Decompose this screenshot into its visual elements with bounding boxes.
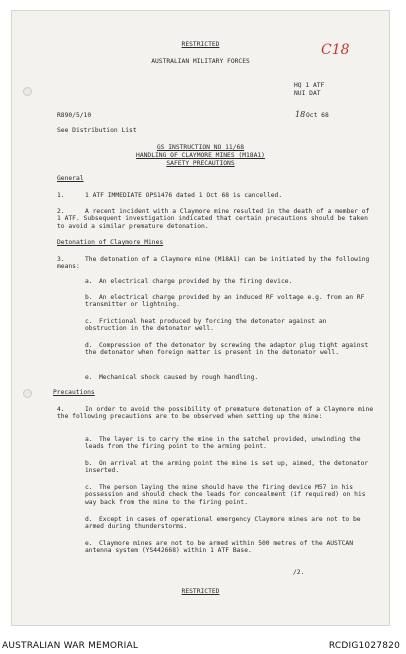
org-name: AUSTRALIAN MILITARY FORCES	[151, 58, 250, 65]
title-line2: HANDLING OF CLAYMORE MINES (M18A1)	[136, 152, 265, 159]
para-4c: The person laying the mine should have the firing device M57 in his possession and should check the leads for concealment (if required) on his way back from the mine to the firing point.	[85, 484, 366, 506]
handwritten-date: 18	[295, 110, 306, 119]
archive-source: AUSTRALIAN WAR MEMORIAL	[2, 641, 139, 651]
para-number: 4.	[57, 406, 65, 413]
sub-label: d.	[85, 342, 93, 349]
para-3a: An electrical charge provided by the firing device.	[99, 278, 293, 285]
punch-hole	[23, 389, 32, 398]
hq-line1: HQ 1 ATF	[294, 82, 325, 89]
classification-top: RESTRICTED	[181, 41, 220, 48]
para-number: 3.	[57, 256, 65, 263]
distribution: See Distribution List	[57, 127, 137, 134]
sub-label: a.	[85, 436, 93, 443]
classification-bottom: RESTRICTED	[181, 588, 220, 595]
para-4: In order to avoid the possibility of premature detonation of a Claymore mine the following precautions are to be observed when setting up the mine:	[57, 406, 374, 421]
para-1: 1 ATF IMMEDIATE OPS1476 dated 1 Oct 68 is cancelled.	[85, 192, 283, 199]
document-page	[12, 11, 389, 625]
continuation-mark: /2.	[293, 569, 305, 576]
para-3d: Compression of the detonator by screwing the adaptor plug tight against the detonator when foreign matter is present in the detonator well.	[85, 342, 369, 357]
section-precautions: Precautions	[53, 389, 95, 396]
archive-id: RCDIG1027820	[328, 641, 400, 651]
para-number: 1.	[57, 192, 65, 199]
sub-label: e.	[85, 374, 93, 381]
title-line1: GS INSTRUCTION NO 11/68	[156, 144, 245, 151]
hq-line2: NUI DAT	[294, 90, 321, 97]
date: Oct 68	[306, 112, 329, 119]
section-general: General	[57, 175, 84, 182]
para-3b: An electrical charge provided by an induced RF voltage e.g. from an RF transmitter or lightning.	[85, 294, 365, 309]
para-4d: Except in cases of operational emergency Claymore mines are not to be armed during thunderstorms.	[85, 516, 361, 531]
para-3: The detonation of a Claymore mine (M18A1) can be initiated by the following means:	[57, 256, 370, 271]
file-reference: R890/5/10	[57, 112, 92, 119]
para-4e: Claymore mines are not to be armed within 500 metres of the AUSTCAN antenna system (YS442668) within 1 ATF Base.	[85, 540, 354, 555]
sub-label: c.	[85, 484, 93, 491]
sub-label: e.	[85, 540, 93, 547]
para-number: 2.	[57, 208, 65, 215]
punch-hole	[23, 87, 32, 96]
para-4b: On arrival at the arming point the mine is set up, aimed, the detonator inserted.	[85, 460, 369, 475]
sub-label: d.	[85, 516, 93, 523]
sub-label: b.	[85, 294, 93, 301]
sub-label: c.	[85, 318, 93, 325]
handwritten-note: C18	[321, 42, 350, 58]
para-3e: Mechanical shock caused by rough handling.	[99, 374, 259, 381]
para-2: A recent incident with a Claymore mine resulted in the death of a member of 1 ATF. Subsequent investigation indicated that certain precautions should be taken to avoid a similar premature detonation.	[57, 208, 370, 230]
sub-label: a.	[85, 278, 93, 285]
title-line3: SAFETY PRECAUTIONS	[166, 160, 235, 167]
section-detonation: Detonation of Claymore Mines	[57, 239, 164, 246]
sub-label: b.	[85, 460, 93, 467]
para-4a: The layer is to carry the mine in the satchel provided, unwinding the leads from the firing point to the arming point.	[85, 436, 361, 451]
para-3c: Frictional heat produced by forcing the detonator against an obstruction in the detonator well.	[85, 318, 327, 333]
